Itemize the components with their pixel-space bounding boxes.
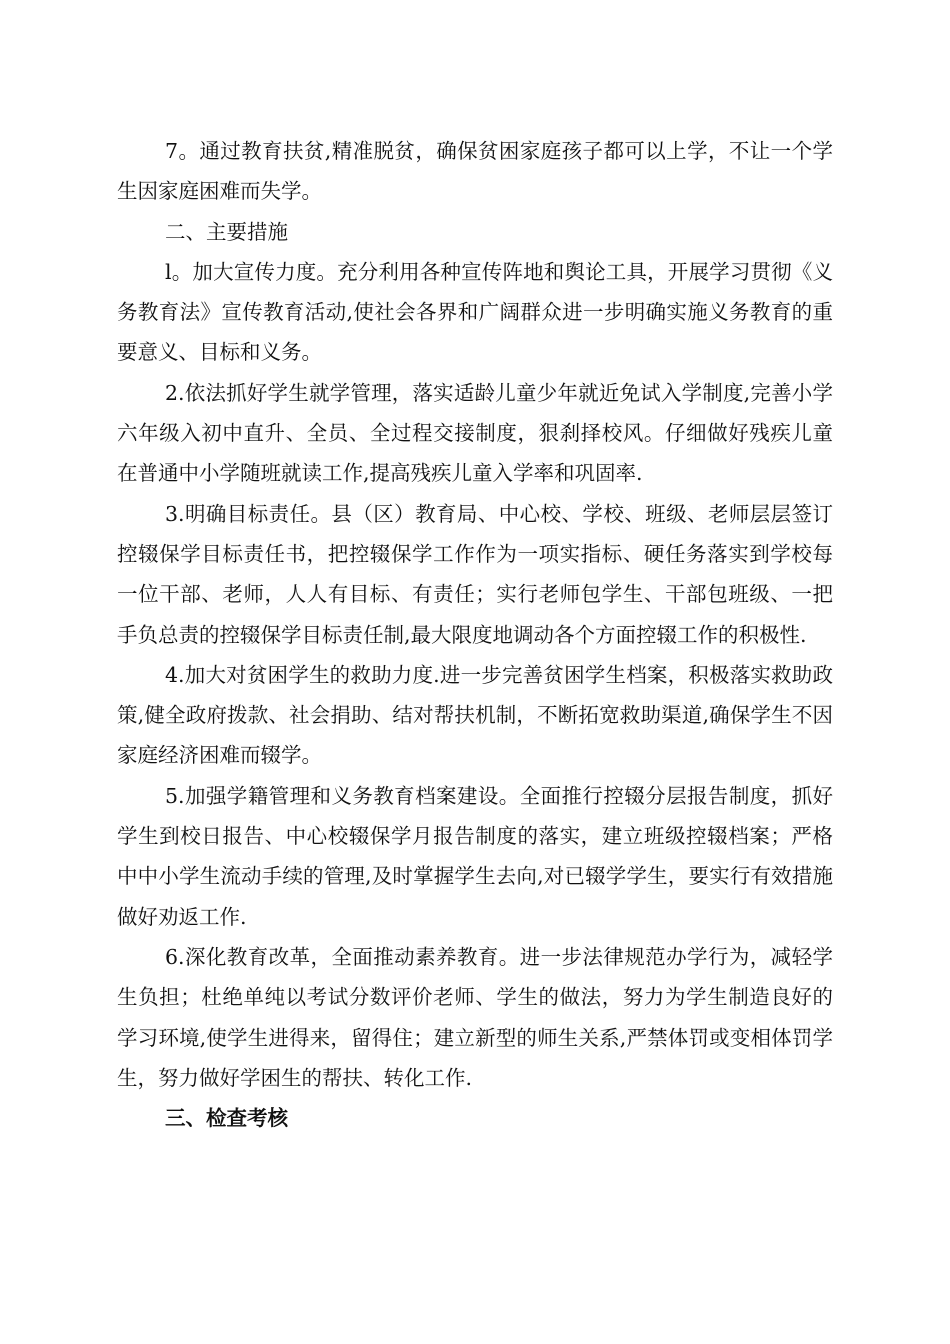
document-body xyxy=(117,131,833,1138)
section-heading-main-measures: 二、主要措施 xyxy=(165,219,288,244)
paragraph-measure-2: 2.依法抓好学生就学管理，落实适龄儿童少年就近免试入学制度,完善小学六年级入初中直升、全员、全过程交接制度，狠刹择校风。仔细做好残疾儿童在普通中小学随班就读工作,提高残疾儿童入学率和巩固率. xyxy=(117,380,833,486)
paragraph-measure-1: l。加大宣传力度。充分利用各种宣传阵地和舆论工具，开展学习贯彻《义务教育法》宣传教育活动,使社会各界和广阔群众进一步明确实施义务教育的重要意义、目标和义务。 xyxy=(117,259,833,365)
paragraph-measure-3: 3.明确目标责任。县（区）教育局、中心校、学校、班级、老师层层签订控辍保学目标责任书，把控辍保学工作作为一项实指标、硬任务落实到学校每一位干部、老师，人人有目标、有责任；实行老师包学生、干部包班级、一把手负总责的控辍保学目标责任制,最大限度地调动各个方面控辍工作的积极性. xyxy=(117,501,833,647)
paragraph-measure-4: 4.加大对贫困学生的救助力度.进一步完善贫困学生档案，积极落实救助政策,健全政府拨款、社会捐助、结对帮扶机制，不断拓宽救助渠道,确保学生不因家庭经济困难而辍学。 xyxy=(117,662,833,768)
paragraph-measure-5: 5.加强学籍管理和义务教育档案建设。全面推行控辍分层报告制度，抓好学生到校日报告、中心校辍保学月报告制度的落实，建立班级控辍档案；严格中中小学生流动手续的管理,及时掌握学生去向,对已辍学学生，要实行有效措施做好劝返工作. xyxy=(117,783,833,929)
paragraph-item-7: 7。通过教育扶贫,精准脱贫，确保贫困家庭孩子都可以上学，不让一个学生因家庭困难而失学。 xyxy=(117,139,833,204)
paragraph-measure-6: 6.深化教育改革，全面推动素养教育。进一步法律规范办学行为，减轻学生负担；杜绝单纯以考试分数评价老师、学生的做法，努力为学生制造良好的学习环境,使学生进得来，留得住；建立新型的师生关系,严禁体罚或变相体罚学生，努力做好学困生的帮扶、转化工作. xyxy=(117,944,833,1090)
section-heading-inspection: 三、检查考核 xyxy=(165,1106,288,1131)
